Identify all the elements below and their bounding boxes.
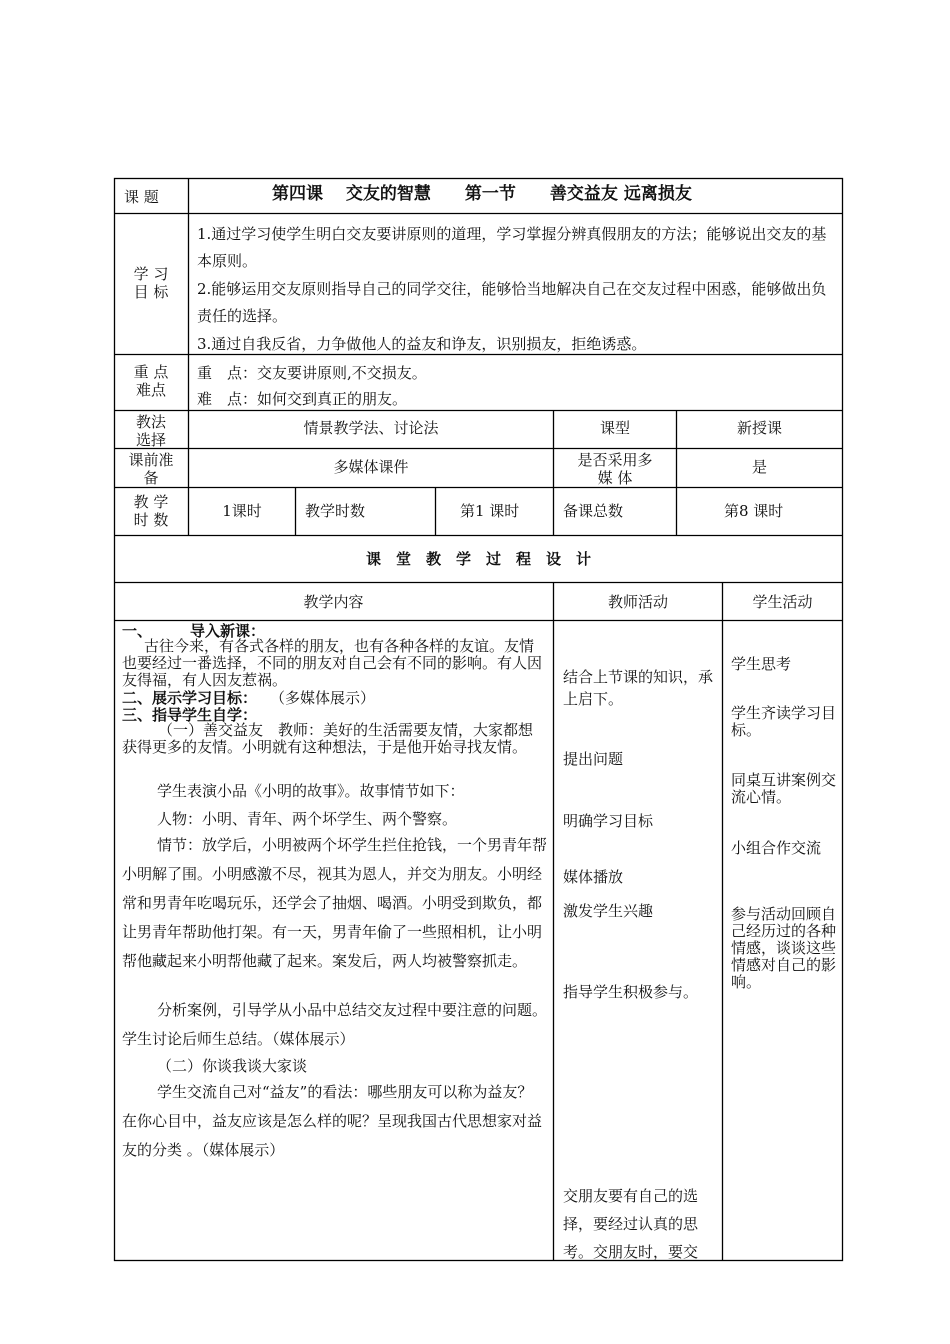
case-analysis: 分析案例，引导学从小品中总结交友过程中要注意的问题。学生讨论后师生总结。（媒体展示）	[122, 1001, 548, 1048]
page-title: 第四课 交友的智慧 第一节 善交益友 远离损友	[272, 184, 692, 204]
course-label: 课 题	[124, 188, 159, 206]
section2-note: （多媒体展示）	[270, 689, 376, 707]
teacher-activity-1: 结合上节课的知识，承上启下。	[563, 668, 714, 708]
student-activity-1: 学生思考	[731, 655, 792, 673]
section2-heading: 二、展示学习目标：	[122, 689, 258, 707]
col-teacher-header: 教师活动	[607, 593, 668, 611]
student-activity-2: 学生齐读学习目标。	[731, 704, 837, 739]
section3-body: （一）善交益友 教师：美好的生活需要友情，大家都想获得更多的友情。小明就有这种想法，于是他开始寻找友情。	[122, 721, 534, 756]
story-plot: 情节：放学后，小明被两个坏学生拦住抢钱，一个男青年帮小明解了围。小明感激不尽，视其为恩人，并交为朋友。小明经常和男青年吃喝玩乐，还学会了抽烟、喝酒。小明受到欺负，都让男青年帮助他打架。有一天，男青年偷了一些照相机，让小明帮他藏起来小明帮他藏了起来。案发后，两人均被警察抓走。	[122, 836, 548, 970]
student-activity-4: 小组合作交流	[731, 839, 822, 857]
story-intro: 学生表演小品《小明的故事》。故事情节如下：	[157, 782, 465, 800]
objective-2: 2.能够运用交友原则指导自己的同学交往，能够恰当地解决自己在交友过程中困惑，能够做出负责任的选择。	[197, 280, 827, 325]
objective-3: 3.通过自我反省，力争做他人的益友和诤友，识别损友，拒绝诱惑。	[197, 335, 647, 353]
objective-1: 1.通过学习使学生明白交友要讲原则的道理，学习掌握分辨真假朋友的方法；能够说出交友的基本原则。	[197, 225, 827, 270]
teacher-activity-6: 指导学生积极参与。	[563, 983, 699, 1001]
lesson-type-label: 课型	[599, 419, 630, 437]
media-value: 是	[751, 458, 767, 476]
hours-col4: 备课总数	[563, 502, 624, 520]
teacher-activity-7: 交朋友要有自己的选择，要经过认真的思考。交朋友时，要交	[563, 1187, 699, 1261]
objectives-label: 学 习 目 标	[133, 265, 169, 301]
section1-heading: 导入新课：	[190, 622, 266, 640]
section1-body: 古往今来，有各式各样的朋友，也有各种各样的友谊。友情也要经过一番选择，不同的朋友对自己会有不同的影响。有人因友得福，有人因友惹祸。	[122, 637, 543, 689]
difficult-point: 难 点：如何交到真正的朋友。	[197, 390, 408, 408]
process-title: 课 堂 教 学 过 程 设 计	[365, 550, 591, 568]
prep-label: 课前准 备	[128, 451, 174, 487]
method-label: 教法 选择	[135, 413, 166, 449]
media-label: 是否采用多 媒 体	[577, 451, 653, 487]
focus-label: 重 点 难点	[133, 363, 169, 399]
hours-label: 教 学 时 数	[133, 493, 169, 529]
hours-col2: 教学时数	[305, 502, 366, 520]
student-activity-5: 参与活动回顾自己经历过的各种情感，谈谈这些情感对自己的影响。	[731, 905, 837, 991]
key-point: 重 点：交友要讲原则,不交损友。	[197, 364, 427, 382]
teacher-activity-2: 提出问题	[563, 750, 624, 768]
section1-number: 一、	[122, 622, 153, 640]
student-activity-3: 同桌互讲案例交流心情。	[731, 771, 837, 806]
story-characters: 人物：小明、青年、两个坏学生、两个警察。	[157, 810, 458, 828]
teacher-activity-3: 明确学习目标	[563, 812, 654, 830]
prep-value: 多媒体课件	[333, 458, 409, 476]
hours-col5: 第8 课时	[724, 502, 784, 520]
col-student-header: 学生活动	[752, 593, 813, 611]
subsection-2: （二）你谈我谈大家谈	[157, 1057, 308, 1075]
teacher-activity-4: 媒体播放	[563, 868, 624, 886]
col-content-header: 教学内容	[303, 593, 364, 611]
teacher-activity-5: 激发学生兴趣	[563, 902, 654, 920]
hours-value: 1课时	[222, 502, 262, 520]
section3-heading: 三、指导学生自学：	[122, 706, 258, 724]
method-value: 情景教学法、讨论法	[303, 419, 439, 437]
exchange-text: 学生交流自己对“益友”的看法：哪些朋友可以称为益友？在你心目中，益友应该是怎么样的呢？呈现我国古代思想家对益友的分类 。（媒体展示）	[122, 1083, 543, 1159]
lesson-type-value: 新授课	[736, 419, 782, 437]
hours-col3: 第1 课时	[460, 502, 520, 520]
